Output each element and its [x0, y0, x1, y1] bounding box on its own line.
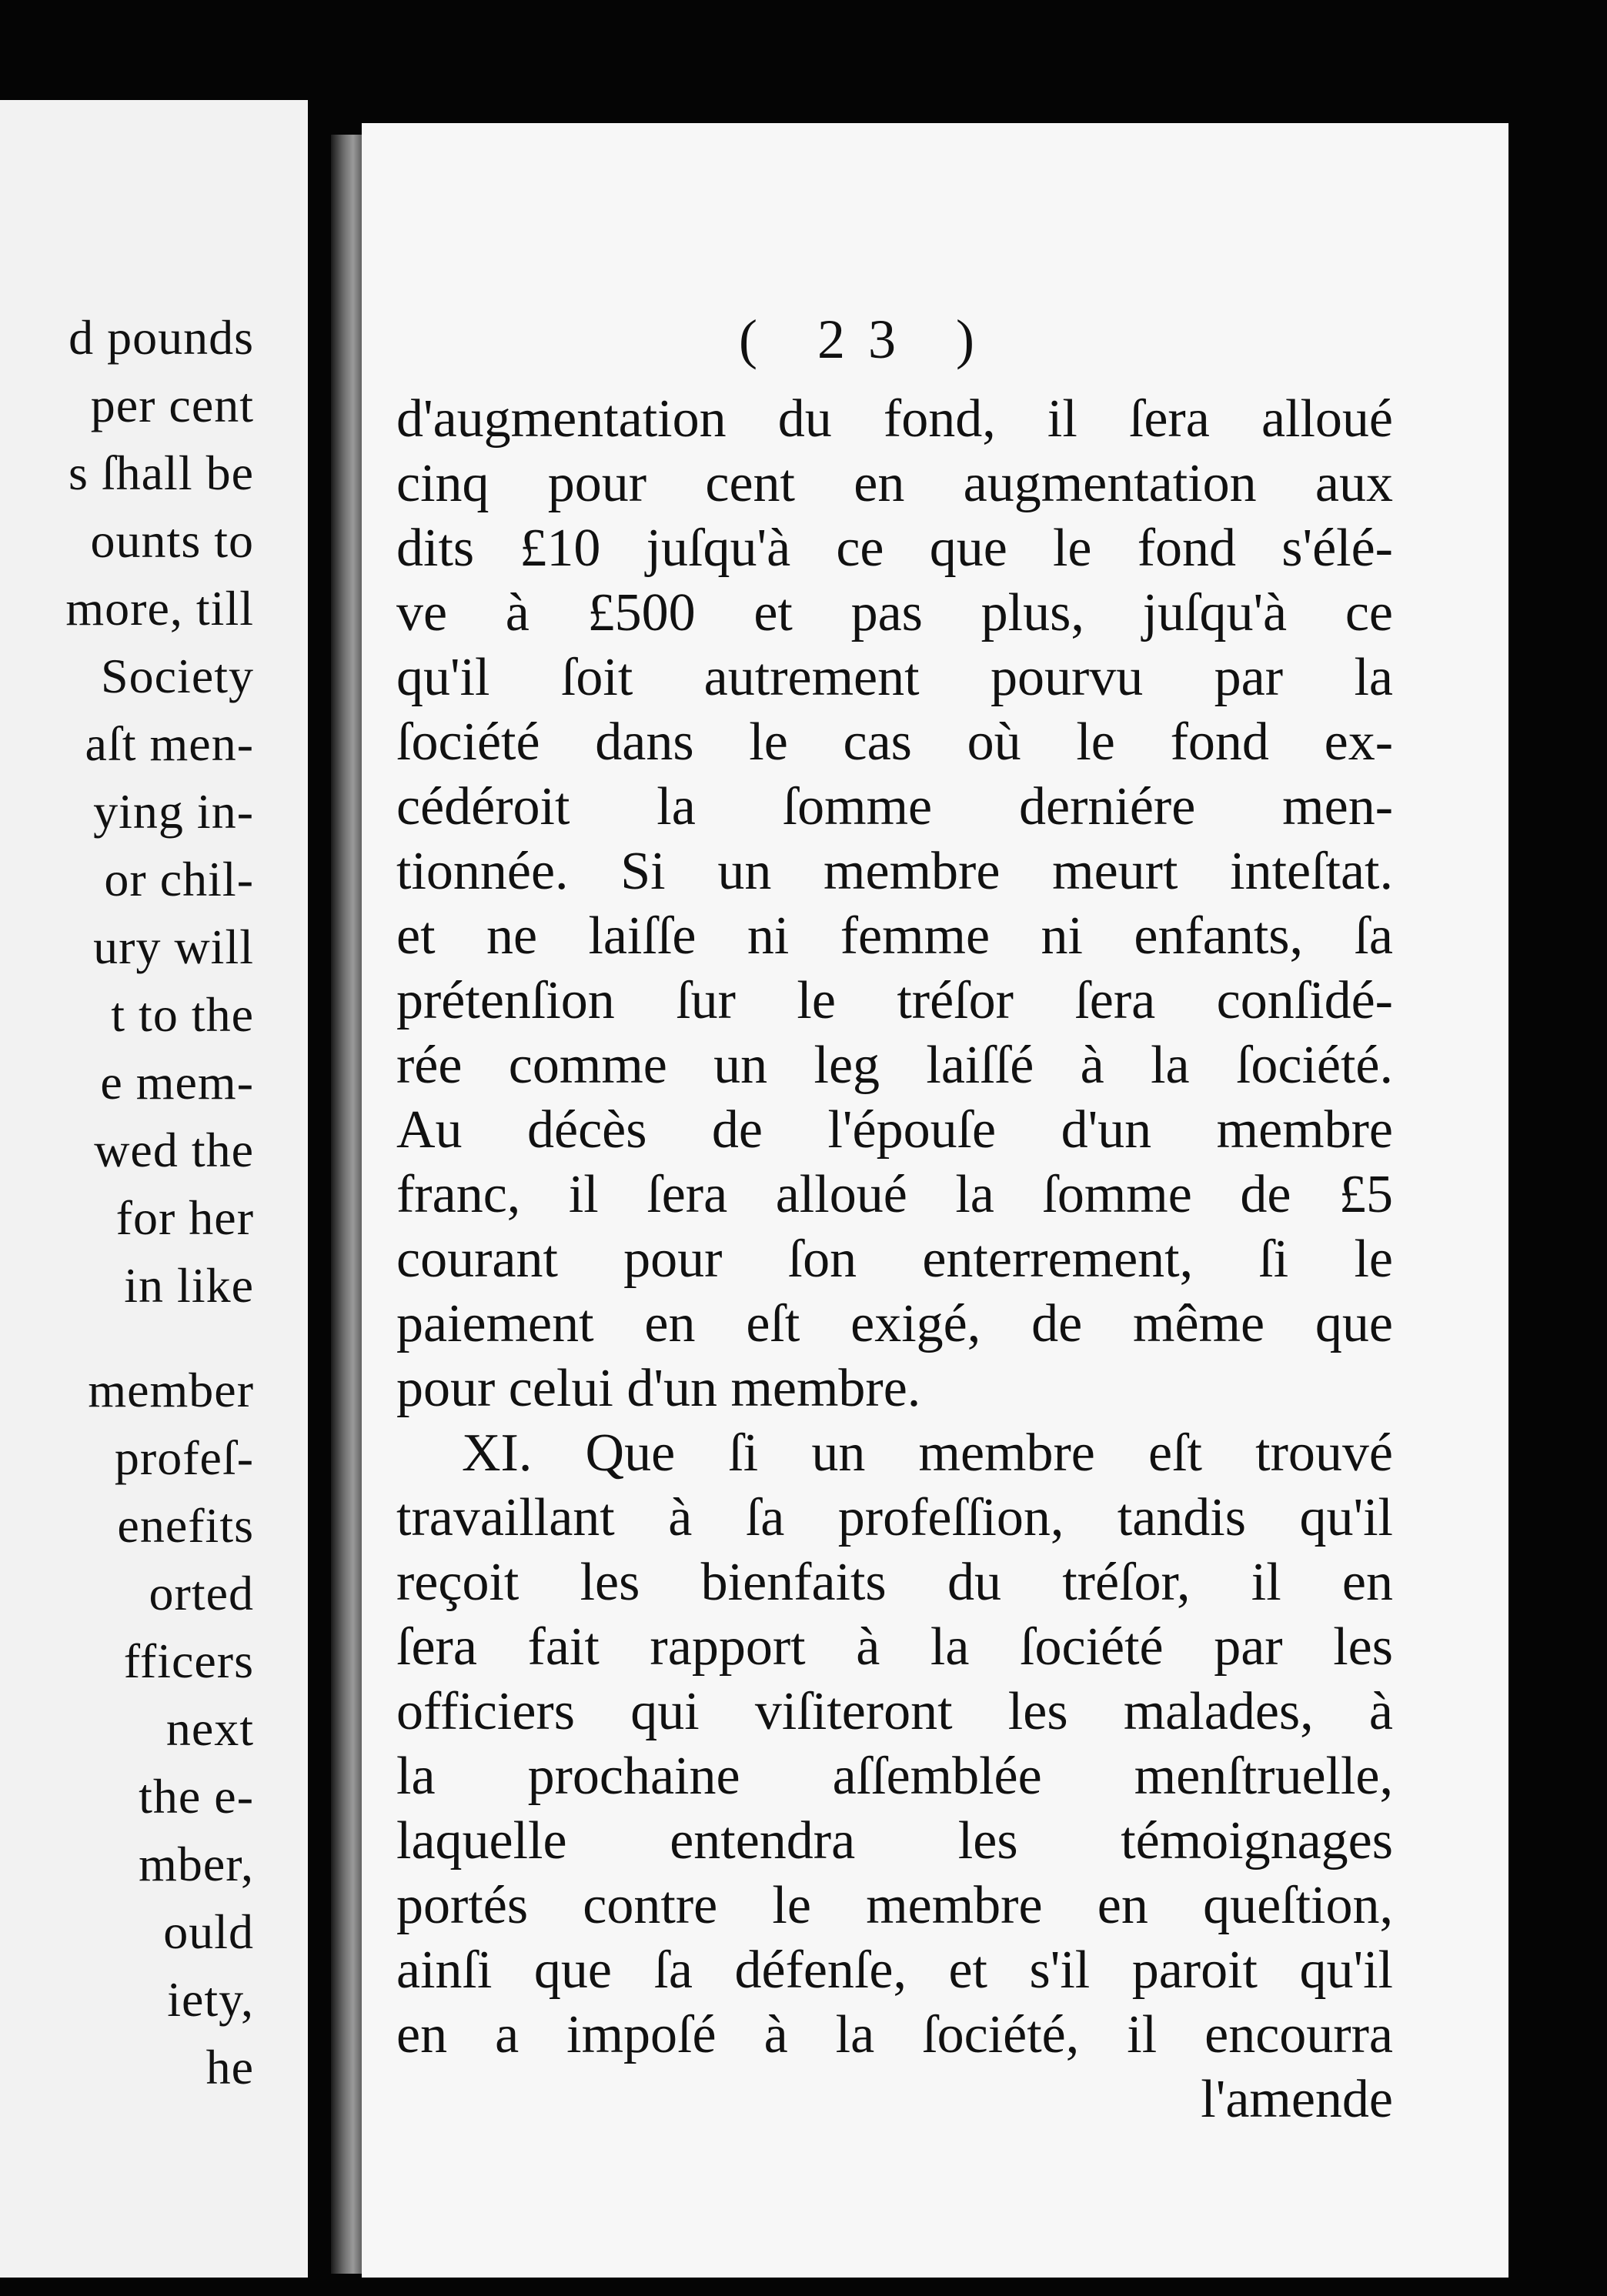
right-page-line: travaillant à ſa profeſſion, tandis qu'il — [396, 1488, 1393, 1547]
right-page-line: reçoit les bienfaits du tréſor, il en — [396, 1553, 1393, 1612]
right-page-line: tionnée. Si un membre meurt inteſtat. — [396, 842, 1393, 901]
right-page-line: rée comme un leg laiſſé à la ſociété. — [396, 1036, 1393, 1095]
left-page-line: iety, — [167, 1972, 254, 2027]
left-page-line: ounts to — [90, 513, 254, 568]
left-page-line: the e- — [139, 1769, 254, 1824]
left-page-line: more, till — [65, 581, 254, 636]
left-page-line: d pounds — [68, 310, 254, 365]
left-page-line: enefits — [117, 1498, 254, 1553]
left-page-line: profeſ- — [114, 1430, 254, 1485]
right-page-line: et ne laiſſe ni femme ni enfants, ſa — [396, 906, 1393, 966]
left-page-line: Society — [101, 649, 254, 703]
left-page-line: fficers — [123, 1634, 254, 1688]
left-page-line: ying in- — [93, 784, 254, 839]
left-page-line: member — [88, 1363, 254, 1417]
left-page-line: e mem- — [100, 1055, 254, 1110]
left-page — [0, 100, 308, 2278]
right-page-line: ainſi que ſa défenſe, et s'il paroit qu'il — [396, 1941, 1393, 2000]
right-page-line: en a impoſé à la ſociété, il encourra — [396, 2005, 1393, 2064]
right-page-line: pour celui d'un membre. — [396, 1359, 921, 1418]
left-page-line: for her — [115, 1190, 254, 1245]
right-page-line: portés contre le membre en queſtion, — [396, 1876, 1393, 1935]
right-page-line: courant pour ſon enterrement, ſi le — [396, 1230, 1393, 1289]
left-page-line: he — [205, 2040, 254, 2094]
right-page-line: prétenſion ſur le tréſor ſera conſidé- — [396, 971, 1393, 1030]
right-page-line: Au décès de l'épouſe d'un membre — [396, 1100, 1393, 1160]
left-page-line: per cent — [90, 378, 254, 432]
left-page-line: ury will — [93, 919, 254, 974]
left-page-line: ould — [163, 1904, 254, 1959]
right-page-line: officiers qui viſiteront les malades, à — [396, 1682, 1393, 1741]
right-page-line: cédéroit la ſomme derniére men- — [396, 777, 1393, 836]
right-page-line: ſera fait rapport à la ſociété par les — [396, 1617, 1393, 1677]
left-page-line: or chil- — [104, 852, 254, 906]
right-page-line: franc, il ſera alloué la ſomme de £5 — [396, 1165, 1393, 1224]
right-page-line: qu'il ſoit autrement pourvu par la — [396, 648, 1393, 707]
right-page-line: paiement en eſt exigé, de même que — [396, 1294, 1393, 1353]
right-page-line: la prochaine aſſemblée menſtruelle, — [396, 1747, 1393, 1806]
left-page-line: aſt men- — [85, 716, 254, 771]
left-page-line: wed the — [94, 1123, 254, 1177]
right-page-line: XI. Que ſi un membre eſt trouvé — [462, 1423, 1393, 1483]
left-page-line: next — [165, 1701, 254, 1756]
left-page-line: t to the — [111, 987, 254, 1042]
catchword: l'amende — [1201, 2070, 1393, 2129]
page-number: ( 23 ) — [739, 309, 997, 370]
right-page-line: laquelle entendra les témoignages — [396, 1811, 1393, 1871]
right-page-line: dits £10 juſqu'à ce que le fond s'élé- — [396, 519, 1393, 578]
left-page-line: mber, — [139, 1837, 254, 1891]
left-page-line: orted — [149, 1566, 254, 1620]
right-page-line: d'augmentation du fond, il ſera alloué — [396, 389, 1393, 449]
left-page-line: s ſhall be — [68, 446, 254, 500]
left-page-line: in like — [124, 1258, 254, 1313]
right-page-line: cinq pour cent en augmentation aux — [396, 454, 1393, 513]
right-page-line: ve à £500 et pas plus, juſqu'à ce — [396, 583, 1393, 642]
right-page-line: ſociété dans le cas où le fond ex- — [396, 712, 1393, 772]
